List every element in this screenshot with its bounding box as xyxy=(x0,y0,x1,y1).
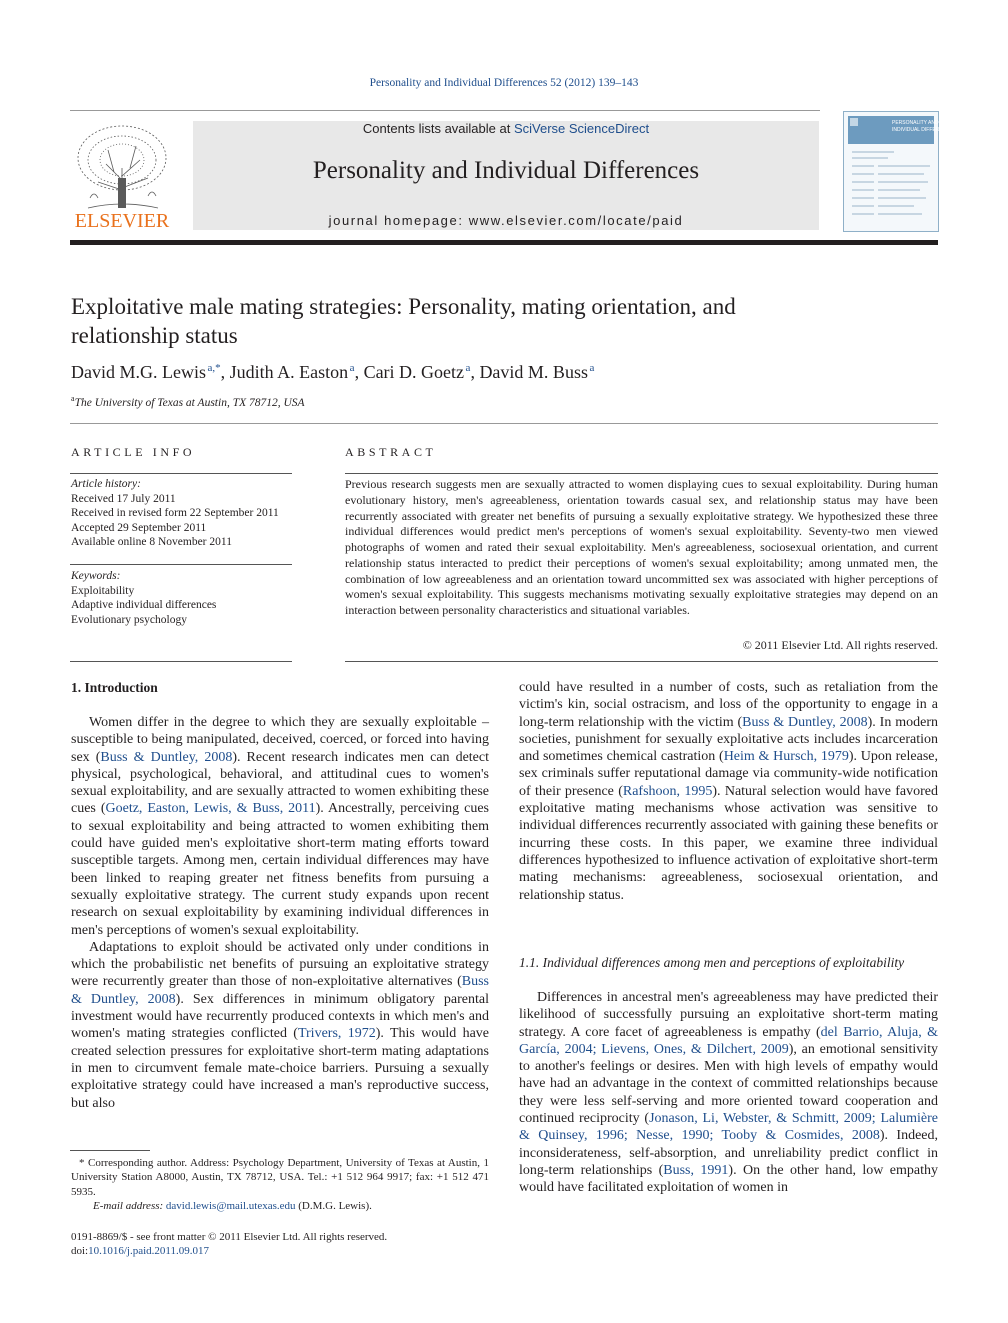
divider xyxy=(70,661,292,662)
paragraph xyxy=(71,939,489,1112)
footnote-divider xyxy=(70,1150,150,1151)
citation-link[interactable]: Buss & Duntley, 2008 xyxy=(742,714,868,730)
paragraph-text: ). In modern societies, punishment for sexually exploitative acts includes incarceration and sometimes chemical castration ( xyxy=(519,714,938,765)
author-name: Cari D. Goetz xyxy=(363,362,465,382)
elsevier-logo xyxy=(68,120,176,232)
paragraph xyxy=(519,989,938,1197)
keywords-label: Keywords: xyxy=(71,570,121,582)
paragraph xyxy=(71,714,489,939)
citation-link[interactable]: Trivers, 1972 xyxy=(297,1026,376,1042)
paragraph-text: ). Upon release, sex criminals suffer reputational damage via community-wide notification of their presence ( xyxy=(519,749,938,799)
history-item: Available online 8 November 2011 xyxy=(71,536,232,549)
divider xyxy=(345,661,938,662)
citation-link[interactable]: Goetz, Easton, Lewis, & Buss, 2011 xyxy=(105,801,316,817)
issn-doi-block xyxy=(71,1230,387,1259)
article-title: Exploitative male mating strategies: Personality, mating orientation, and relationship status xyxy=(71,294,736,348)
affiliation-text: The University of Texas at Austin, TX 78712, USA xyxy=(74,396,305,409)
svg-text:PERSONALITY AND: PERSONALITY AND xyxy=(892,120,939,126)
paragraph-text: could have resulted in a number of costs, such as retaliation from the victim's kin, social ostracism, and loss of the opportunity to engage in a long-term relationship with the victim ( xyxy=(519,680,938,730)
citation-link[interactable]: Buss & Duntley, 2008 xyxy=(71,974,489,1007)
author-name: David M.G. Lewis xyxy=(71,362,206,382)
email-suffix: (D.M.G. Lewis). xyxy=(295,1200,372,1213)
paragraph-text: ), an emotional sensitivity to another's feelings or desires. Men with high levels of empathy would have had an advantage in the context of committed relationships because they were less self-serving and more oriented toward cooperation and continued reciprocity ( xyxy=(519,1041,938,1127)
journal-title: Personality and Individual Differences xyxy=(312,157,700,184)
sciencedirect-link[interactable]: SciVerse ScienceDirect xyxy=(513,121,650,136)
paragraph-text: ). Indeed, inconsiderateness, self-absorption, and unreliability predict conflict in long-term relationships ( xyxy=(519,1128,938,1178)
article-history xyxy=(71,477,296,550)
paragraph-text: ). On the other hand, low empathy would have facilitated exploitation of women in xyxy=(519,1162,939,1196)
section-heading: 1. Introduction xyxy=(71,680,158,695)
keyword: Evolutionary psychology xyxy=(71,613,187,626)
author-name: David M. Buss xyxy=(479,362,588,382)
corresponding-author-note: * Corresponding author. Address: Psychology Department, University of Texas at Austin, 1 University Station A8000, Austin, TX 78712, USA. Tel.: +1 512 964 9917; fax: +1 512 471 5935. xyxy=(71,1157,489,1198)
author-marks[interactable]: a xyxy=(589,362,595,374)
citation-link[interactable]: Rafshoon, 1995 xyxy=(622,783,713,799)
abstract-heading: ABSTRACT xyxy=(345,445,437,459)
left-column xyxy=(71,714,489,1112)
journal-cover-thumbnail xyxy=(843,111,957,232)
header-divider xyxy=(70,110,820,111)
keyword: Exploitability xyxy=(71,584,135,597)
divider xyxy=(70,423,938,424)
history-item: Received in revised form 22 September 2011 xyxy=(71,507,279,520)
divider xyxy=(345,473,938,474)
author-list: David M.G. Lewis $^{a,*}$, Judith A. Easton $^a$, Cari D. Goetz $^a$, David M. Buss $^a$ xyxy=(71,362,595,382)
right-column-bottom xyxy=(519,989,938,1197)
paragraph-text: Adaptations to exploit should be activated only under conditions in which the probabilistic net benefits of pursuing an exploitative strategy were recurrently greater than those of non-exploitative alternatives ( xyxy=(71,939,489,990)
abstract-copyright: © 2011 Elsevier Ltd. All rights reserved. xyxy=(742,638,938,652)
history-item: Received 17 July 2011 xyxy=(71,492,176,505)
cover-icon xyxy=(844,112,957,231)
doi-label: doi: xyxy=(71,1245,89,1258)
keyword: Adaptive individual differences xyxy=(71,599,217,612)
header-thick-rule xyxy=(70,240,938,245)
history-item: Accepted 29 September 2011 xyxy=(71,521,207,534)
subsection-heading: 1.1. Individual differences among men and perceptions of exploitability xyxy=(519,955,905,970)
keywords xyxy=(71,569,296,627)
affiliation-mark: a xyxy=(71,394,75,403)
paragraph-text: Differences in ancestral men's agreeableness may have predicted their likelihood of successfully pursuing an exploitative short-term mating strategy. A core facet of agreeableness is empathy ( xyxy=(519,990,938,1040)
citation-link[interactable]: Buss & Duntley, 2008 xyxy=(100,749,233,765)
citation-link[interactable]: Heim & Hursch, 1979 xyxy=(723,749,849,765)
divider xyxy=(70,564,292,565)
footnotes xyxy=(71,1156,489,1214)
right-column-top xyxy=(519,679,938,904)
doi-line xyxy=(71,1244,387,1258)
email-note xyxy=(71,1199,489,1213)
paragraph-text: ). Recent research indicates men can detect physical, psychological, behavioral, and attitudinal cues to women's sexual exploitability, and are sexually attracted to women exhibiting these cues ( xyxy=(71,749,489,817)
citation-link[interactable]: del Barrio, Aluja, & García, 2004; Lievens, Ones, & Dilchert, 2009 xyxy=(519,1024,939,1057)
doi-link[interactable]: 10.1016/j.paid.2011.09.017 xyxy=(88,1245,210,1258)
paragraph-text: ). This would have created selection pressures for exploitative short-term mating adaptations in men to circumvent female mate-choice barriers. Pursuing a sexually exploitative strategy could have increased a man's reproductive success, but also xyxy=(71,1026,489,1111)
divider xyxy=(70,473,292,474)
paragraph-text: ). Natural selection would have favored exploitative mating mechanisms whose activation was sensitive to individual differences recurrently associated with gaining these benefits or incurring these costs. In this paper, we examine three individual differences hypothesized to influence activation of exploitative short-term mating mechanisms: agreeableness, sociosexual orientation, and relationship status. xyxy=(519,783,938,903)
contents-prefix: Contents lists available at xyxy=(362,121,514,136)
author-marks[interactable]: a xyxy=(465,362,471,374)
paragraph xyxy=(519,679,938,904)
journal-homepage[interactable]: journal homepage: www.elsevier.com/locate/paid xyxy=(328,213,684,228)
author-marks[interactable]: a,* xyxy=(207,362,221,374)
abstract-text: Previous research suggests men are sexually attracted to women displaying cues to sexual exploitability. During human evolutionary history, men's agreeableness, orientation towards casual sex, and relationship status may have been recurrently associated with greater net benefits of pursuing a sexually exploitative strategy. We hypothesized these three individual differences would predict men's perceptions of women's sexual exploitability. Seventy-two men viewed photographs of women and rated their sexual exploitability. Men's agreeableness, sociosexual orientation, and current relationship status interacted to predict their perceptions of women's sexual exploitability; among unmated men, the combination of low agreeableness and an orientation toward uncommitted sex was associated with higher perceptions of women's sexual exploitability. This suggests mechanisms motivating sexually exploitative strategies may depend on an interaction between personality characteristics and situational variables. xyxy=(345,477,938,617)
elsevier-tree-icon xyxy=(68,120,176,232)
author-marks[interactable]: a xyxy=(349,362,355,374)
elsevier-wordmark: ELSEVIER xyxy=(74,210,170,232)
paragraph-text: ). Sex differences in minimum obligatory parental investment would have recurrently produced contexts in which men's and women's mating strategies conflicted ( xyxy=(71,991,489,1042)
paragraph-text: Women differ in the degree to which they are sexually exploitable – susceptible to being manipulated, deceived, coerced, or forced into having sex ( xyxy=(71,715,489,765)
article-info-heading: ARTICLE INFO xyxy=(71,445,196,459)
email-label: E-mail address: xyxy=(93,1200,166,1213)
issn-line: 0191-8869/$ - see front matter © 2011 Elsevier Ltd. All rights reserved. xyxy=(71,1231,388,1243)
contents-line xyxy=(193,121,819,136)
affiliation xyxy=(71,394,305,409)
journal-citation: Personality and Individual Differences 52 (2012) 139–143 xyxy=(369,77,639,89)
history-label: Article history: xyxy=(71,478,141,490)
author-name: Judith A. Easton xyxy=(229,362,349,382)
svg-text:INDIVIDUAL DIFFERENCES: INDIVIDUAL DIFFERENCES xyxy=(892,127,957,133)
citation-link[interactable]: Jonason, Li, Webster, & Schmitt, 2009; Lalumière & Quinsey, 1996; Nesse, 1990; Tooby & Cosmides, 2008 xyxy=(519,1111,938,1144)
paragraph-text: ). Ancestrally, perceiving cues to sexual exploitability and being attracted to women exhibiting them could have guided men's exploitative short-term mating efforts toward susceptible targets. Among men, certain individual differences may have been linked to reaping greater net fitness benefits from pursuing a sexually exploitative strategy. The current study expands upon recent research on sexual exploitability by examining individual differences in men's perceptions of women's sexual exploitability. xyxy=(71,801,489,938)
email-link[interactable]: david.lewis@mail.utexas.edu xyxy=(165,1200,296,1213)
citation-link[interactable]: Buss, 1991 xyxy=(663,1162,729,1178)
